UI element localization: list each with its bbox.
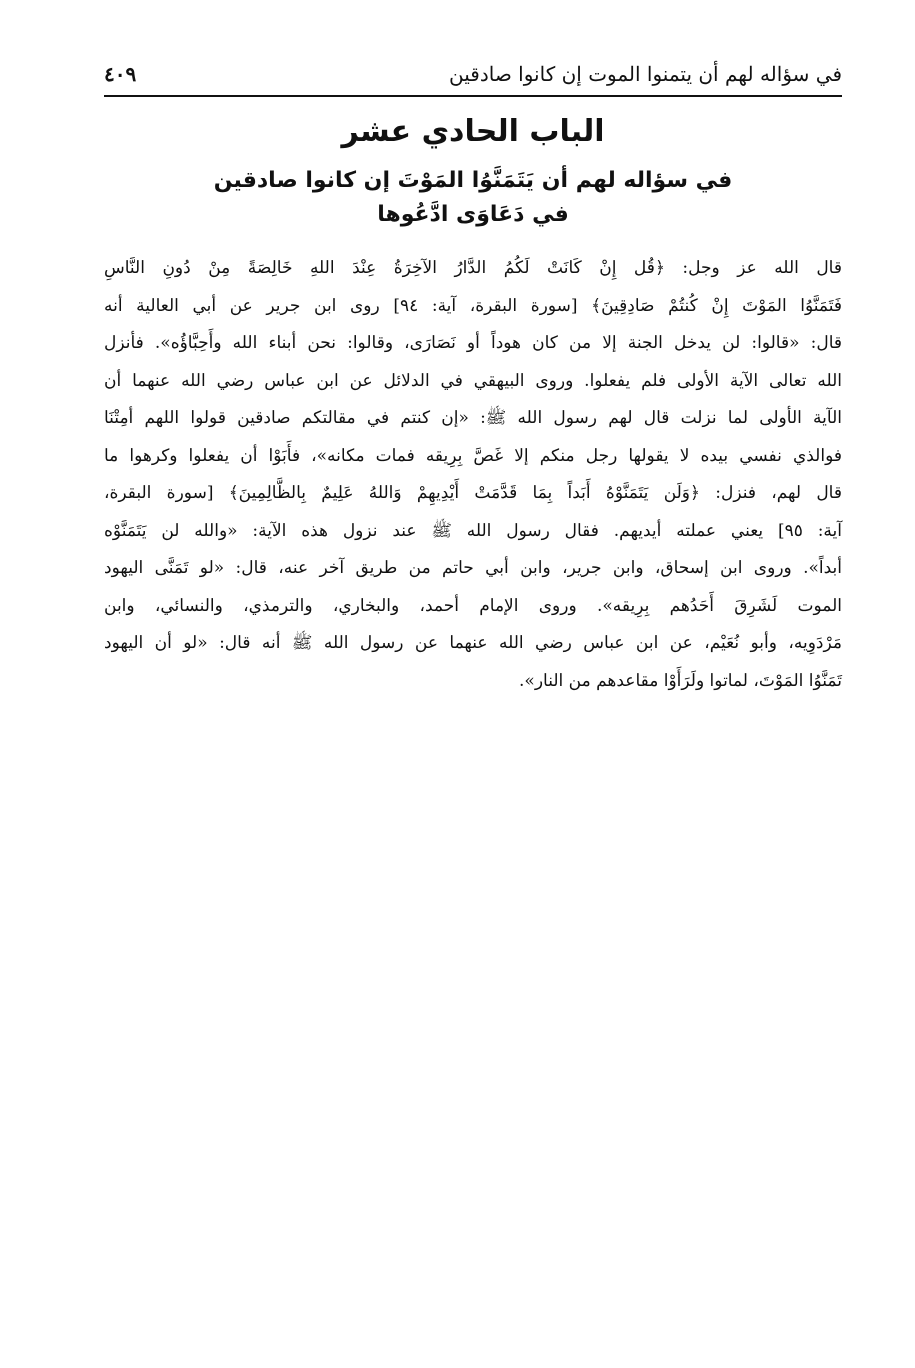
- header-divider: [104, 95, 842, 97]
- body-line: أبداً». وروى ابن إسحاق، وابن جرير، وابن أبي حاتم من طريق آخر عنه، قال: «لو تَمَنَّى اليهود: [104, 558, 842, 578]
- chapter-title: الباب الحادي عشر: [341, 114, 605, 149]
- body-line: مَرْدَوِيه، وأبو نُعَيْم، عن ابن عباس رضي الله عنهما عن رسول الله ﷺ أنه قال: «لو أن اليهود: [104, 633, 842, 653]
- body-line: آية: ٩٥] يعني عملته أيديهم. فقال رسول الله ﷺ عند نزول هذه الآية: «والله لن يَتَمَنَّوْه: [104, 520, 843, 541]
- body-line: قال: «قالوا: لن يدخل الجنة إلا من كان هوداً أو نَصَارَى، وقالوا: نحن أبناء الله وأَحِبَّاؤُه». فأنزل: [104, 333, 842, 353]
- body-line: الموت لَشَرِقَ أَحَدُهم بِرِيقه». وروى الإمام أحمد، والبخاري، والترمذي، والنسائي، وابن: [104, 595, 842, 616]
- body-line: فَتَمَنَّوُا المَوْتَ إِنْ كُنتُمْ صَادِقِينَ﴾ [سورة البقرة، آية: ٩٤] روى ابن جرير عن أبي العالية أنه: [104, 295, 842, 316]
- body-line: قال لهم، فنزل: ﴿وَلَن يَتَمَنَّوْهُ أَبَداً بِمَا قَدَّمَتْ أَيْدِيهِمْ وَاللهُ عَلِيمٌ بِالظَّالِمِينَ﴾ [سورة البقرة،: [104, 483, 842, 503]
- chapter-subtitle: [104, 164, 842, 232]
- chapter-subtitle-line: في سؤاله لهم أن يَتَمَنَّوُا المَوْتَ إن كانوا صادقين: [213, 168, 733, 193]
- body-line: قال الله عز وجل: ﴿قُل إِنْ كَانَتْ لَكُمُ الدَّارُ الآخِرَةُ عِنْدَ اللهِ خَالِصَةً مِنْ دُونِ النَّاسِ: [104, 258, 842, 278]
- body-line: تَمَنَّوُا المَوْتَ، لماتوا ولَرَأَوْا مقاعدهم من النار».: [519, 670, 842, 691]
- body-line: الله تعالى الآية الأولى فلم يفعلوا. وروى البيهقي في الدلائل عن ابن عباس رضي الله عنهما أن: [104, 370, 842, 391]
- body-text: [104, 250, 842, 700]
- running-header: [104, 58, 842, 94]
- chapter-subtitle-line: في دَعَاوَى ادَّعُوها: [377, 202, 569, 227]
- body-line: فوالذي نفسي بيده لا يقولها رجل منكم إلا غَصَّ بِرِيقه فمات مكانه»، فأَبَوْا أن يفعلوا وكرهوا ما: [104, 445, 842, 466]
- body-line: الآية الأولى لما نزلت قال لهم رسول الله ﷺ: «إن كنتم في مقالتكم صادقين قولوا اللهم أمِتْنَا: [104, 408, 842, 428]
- running-title: في سؤاله لهم أن يتمنوا الموت إن كانوا صادقين: [449, 62, 842, 86]
- page-number: ٤٠٩: [104, 62, 137, 86]
